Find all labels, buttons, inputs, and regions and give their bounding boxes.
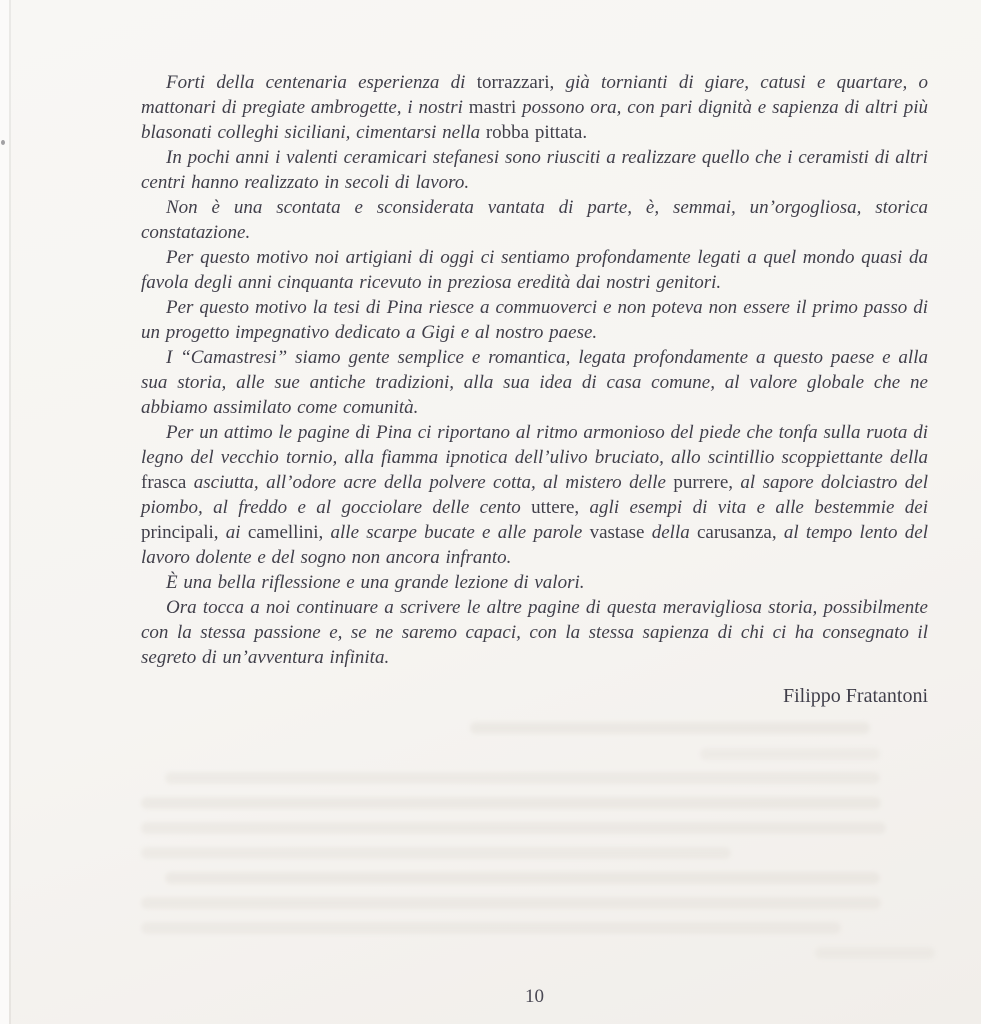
text-run: Per questo motivo noi artigiani di oggi ci sentiamo profondamente legati a quel mondo quasi da favola degli anni cinquanta ricevuto in preziosa eredità dai nostri genitori. xyxy=(141,247,928,293)
dialect-term: mastri xyxy=(468,97,517,118)
text-run: Per un attimo le pagine di Pina ci riportano al ritmo armonioso del piede che tonfa sulla ruota di legno del vecchio tornio, alla fiamma ipnotica dell’ulivo bruciato, allo scintillio scoppiettante della xyxy=(141,422,928,468)
scan-edge-strip xyxy=(0,0,9,1024)
text-run: al tempo lento del lavoro dolente e del sogno non ancora infranto. xyxy=(141,522,928,568)
paragraph xyxy=(141,570,928,595)
dialect-term: torrazzari, xyxy=(476,72,555,93)
text-run: al sapore dolciastro del piombo, al freddo e al gocciolare delle cento xyxy=(141,472,928,518)
ghost-text-line xyxy=(700,748,880,760)
text-run: ai xyxy=(218,522,248,543)
dialect-term: vastase xyxy=(589,522,645,543)
text-run: asciutta, all’odore acre della polvere cotta, al mistero delle xyxy=(186,472,674,493)
text-run: È una bella riflessione e una grande lezione di valori. xyxy=(166,572,585,593)
paragraph xyxy=(141,420,928,570)
paragraph xyxy=(141,145,928,195)
paragraph xyxy=(141,245,928,295)
text-run: Per questo motivo la tesi di Pina riesce a commuoverci e non poteva non essere il primo passo di un progetto impegnativo dedicato a Gigi e al nostro paese. xyxy=(141,297,928,343)
scan-speck xyxy=(1,140,5,145)
page-number: 10 xyxy=(525,986,544,1007)
ghost-text-line xyxy=(141,797,881,809)
scan-edge-line xyxy=(9,0,11,1024)
ghost-text-line xyxy=(470,722,870,734)
ghost-text-line xyxy=(141,897,881,909)
ghost-text-line xyxy=(815,947,935,959)
dialect-term: principali, xyxy=(141,522,219,543)
ghost-text-line xyxy=(141,922,841,934)
text-run: Ora tocca a noi continuare a scrivere le altre pagine di questa meravigliosa storia, possibilmente con la stessa passione e, se ne saremo capaci, con la stessa sapienza di chi ci ha consegnato il segreto di un’avventura infinita. xyxy=(141,597,928,668)
author-signature: Filippo Fratantoni xyxy=(783,685,928,707)
text-run: già tornianti di giare, catusi e quartare, o mattonari di pregiate ambrogette, i nostri xyxy=(141,72,928,118)
text-run: alle scarpe bucate e alle parole xyxy=(323,522,590,543)
paragraph xyxy=(141,70,928,145)
text-run: possono ora, con pari dignità e sapienza di altri più blasonati colleghi siciliani, cimentarsi nella xyxy=(141,97,928,143)
text-run: della xyxy=(644,522,697,543)
dialect-term: frasca xyxy=(141,472,187,493)
paragraph xyxy=(141,345,928,420)
text-run: agli esempi di vita e alle bestemmie dei xyxy=(579,497,928,518)
paragraph xyxy=(141,195,928,245)
dialect-term: robba pittata. xyxy=(485,122,588,143)
paragraph xyxy=(141,595,928,670)
text-run: In pochi anni i valenti ceramicari stefanesi sono riusciti a realizzare quello che i ceramisti di altri centri hanno realizzato in secoli di lavoro. xyxy=(141,147,928,193)
text-run: Non è una scontata e sconsiderata vantata di parte, è, semmai, un’orgogliosa, storica constatazione. xyxy=(141,197,928,243)
dialect-term: uttere, xyxy=(531,497,580,518)
ghost-text-line xyxy=(165,872,880,884)
ghost-text-line xyxy=(141,822,886,834)
dialect-term: carusanza, xyxy=(696,522,777,543)
paragraph xyxy=(141,295,928,345)
text-block xyxy=(141,70,928,670)
dialect-term: camellini, xyxy=(247,522,324,543)
ghost-text-line xyxy=(165,772,880,784)
text-run: Forti della centenaria esperienza di xyxy=(166,72,477,93)
dialect-term: purrere, xyxy=(673,472,734,493)
ghost-text-line xyxy=(141,847,731,859)
text-run: I “Camastresi” siamo gente semplice e romantica, legata profondamente a questo paese e alla sua storia, alle sue antiche tradizioni, alla sua idea di casa comune, al valore globale che ne abbiamo assimilato come comunità. xyxy=(141,347,928,418)
